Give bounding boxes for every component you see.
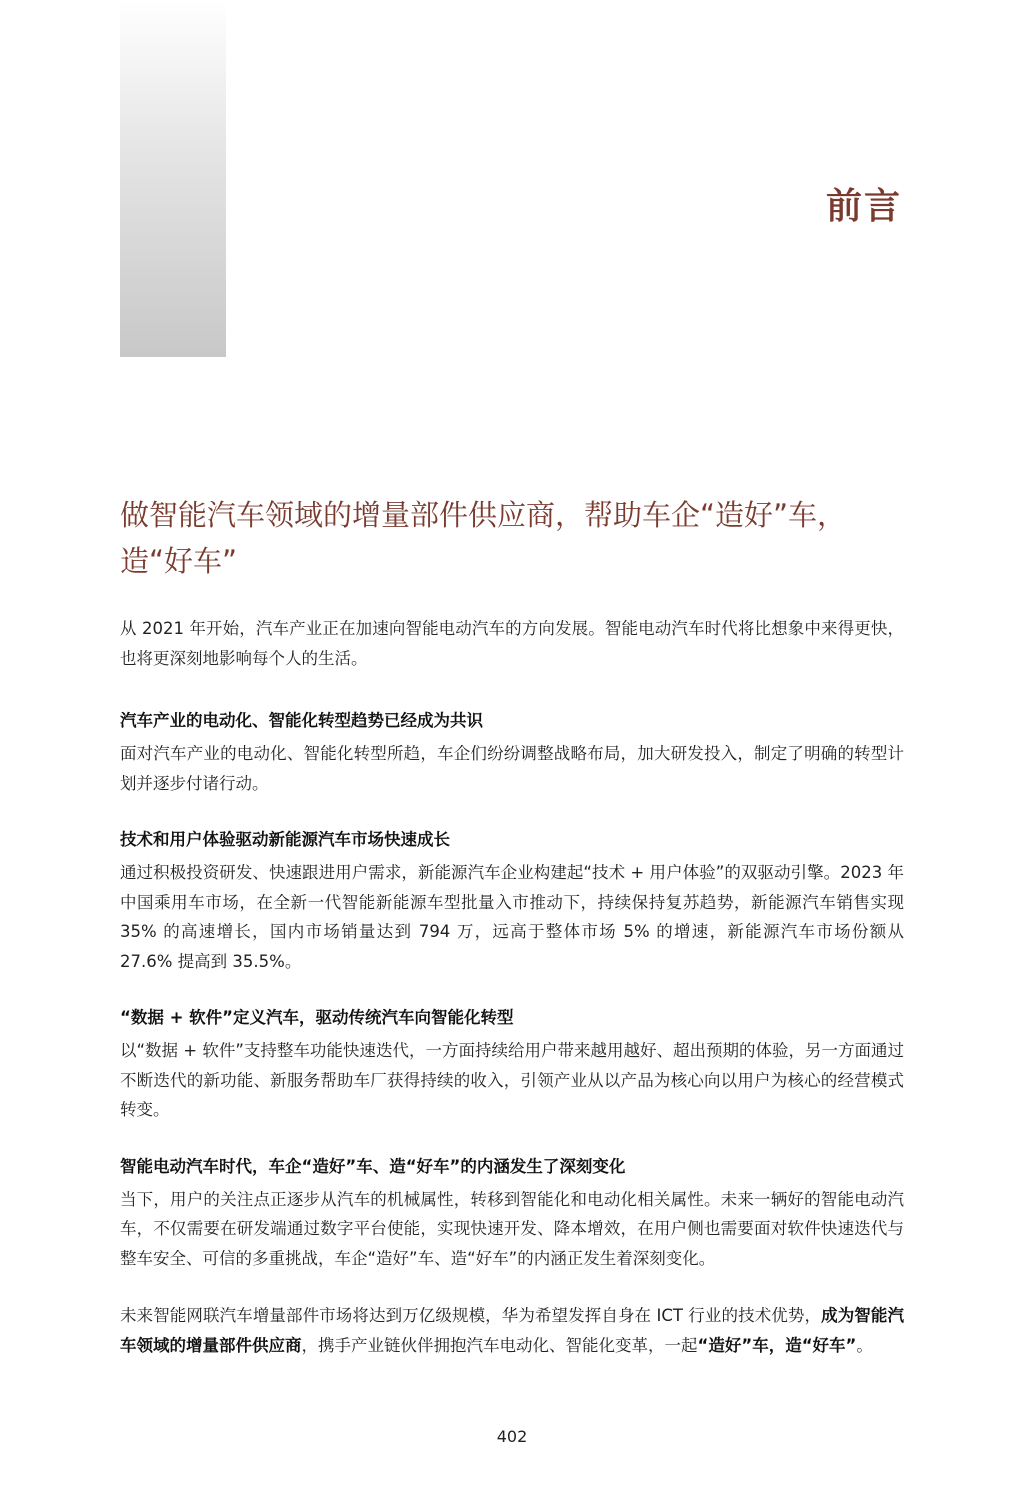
main-heading: 做智能汽车领域的增量部件供应商，帮助车企“造好”车，造“好车” bbox=[120, 498, 847, 578]
intro-paragraph: 从 2021 年开始，汽车产业正在加速向智能电动汽车的方向发展。智能电动汽车时代将比想象中来得更快，也将更深刻地影响每个人的生活。 bbox=[120, 619, 904, 668]
closing-text: 未来智能网联汽车增量部件市场将达到万亿级规模，华为希望发挥自身在 ICT 行业的技术优势， bbox=[120, 1306, 822, 1325]
closing-emphasis: 成为智能汽车领域的增量部件供应商 bbox=[120, 1306, 904, 1355]
section-title: 前言 bbox=[825, 186, 902, 227]
section-block-3 bbox=[120, 1004, 904, 1125]
section-body: 面对汽车产业的电动化、智能化转型所趋，车企们纷纷调整战略布局，加大研发投入，制定了明确的转型计划并逐步付诸行动。 bbox=[120, 744, 904, 793]
closing-text: 。 bbox=[856, 1335, 873, 1355]
section-heading: 智能电动汽车时代，车企“造好”车、造“好车”的内涵发生了深刻变化 bbox=[120, 1156, 626, 1176]
closing-emphasis: “造好”车，造“好车” bbox=[697, 1335, 857, 1355]
page-number: 402 bbox=[496, 1427, 528, 1446]
section-heading: 技术和用户体验驱动新能源汽车市场快速成长 bbox=[120, 830, 450, 849]
section-body: 通过积极投资研发、快速跟进用户需求，新能源汽车企业构建起“技术 + 用户体验”的双驱动引擎。2023 年中国乘用车市场，在全新一代智能新能源车型批量入市推动下，持续保持复苏趋势，新能源汽车销售实现 35% 的高速增长，国内市场销量达到 794 万，远高于整体市场 5% 的增速，新能源汽车市场份额从 27.6% 提高到 35.5%。 bbox=[120, 863, 904, 971]
section-block-2 bbox=[120, 826, 904, 976]
closing-paragraph bbox=[120, 1301, 904, 1360]
decorative-sidebar bbox=[120, 0, 226, 357]
section-heading: 汽车产业的电动化、智能化转型趋势已经成为共识 bbox=[120, 711, 483, 730]
section-body: 当下，用户的关注点正逐步从汽车的机械属性，转移到智能化和电动化相关属性。未来一辆好的智能电动汽车，不仅需要在研发端通过数字平台使能，实现快速开发、降本增效，在用户侧也需要面对软件快速迭代与整车安全、可信的多重挑战，车企“造好”车、造“好车”的内涵正发生着深刻变化。 bbox=[120, 1189, 904, 1268]
section-block-4 bbox=[120, 1153, 904, 1274]
section-heading: “数据 + 软件”定义汽车，驱动传统汽车向智能化转型 bbox=[120, 1008, 514, 1027]
section-body: 以“数据 + 软件”支持整车功能快速迭代，一方面持续给用户带来越用越好、超出预期的体验，另一方面通过不断迭代的新功能、新服务帮助车厂获得持续的收入，引领产业从以产品为核心向以用户为核心的经营模式转变。 bbox=[120, 1041, 904, 1119]
main-content bbox=[120, 492, 904, 1360]
section-block-1 bbox=[120, 707, 904, 798]
closing-text: ，携手产业链伙伴拥抱汽车电动化、智能化变革，一起 bbox=[301, 1335, 698, 1355]
